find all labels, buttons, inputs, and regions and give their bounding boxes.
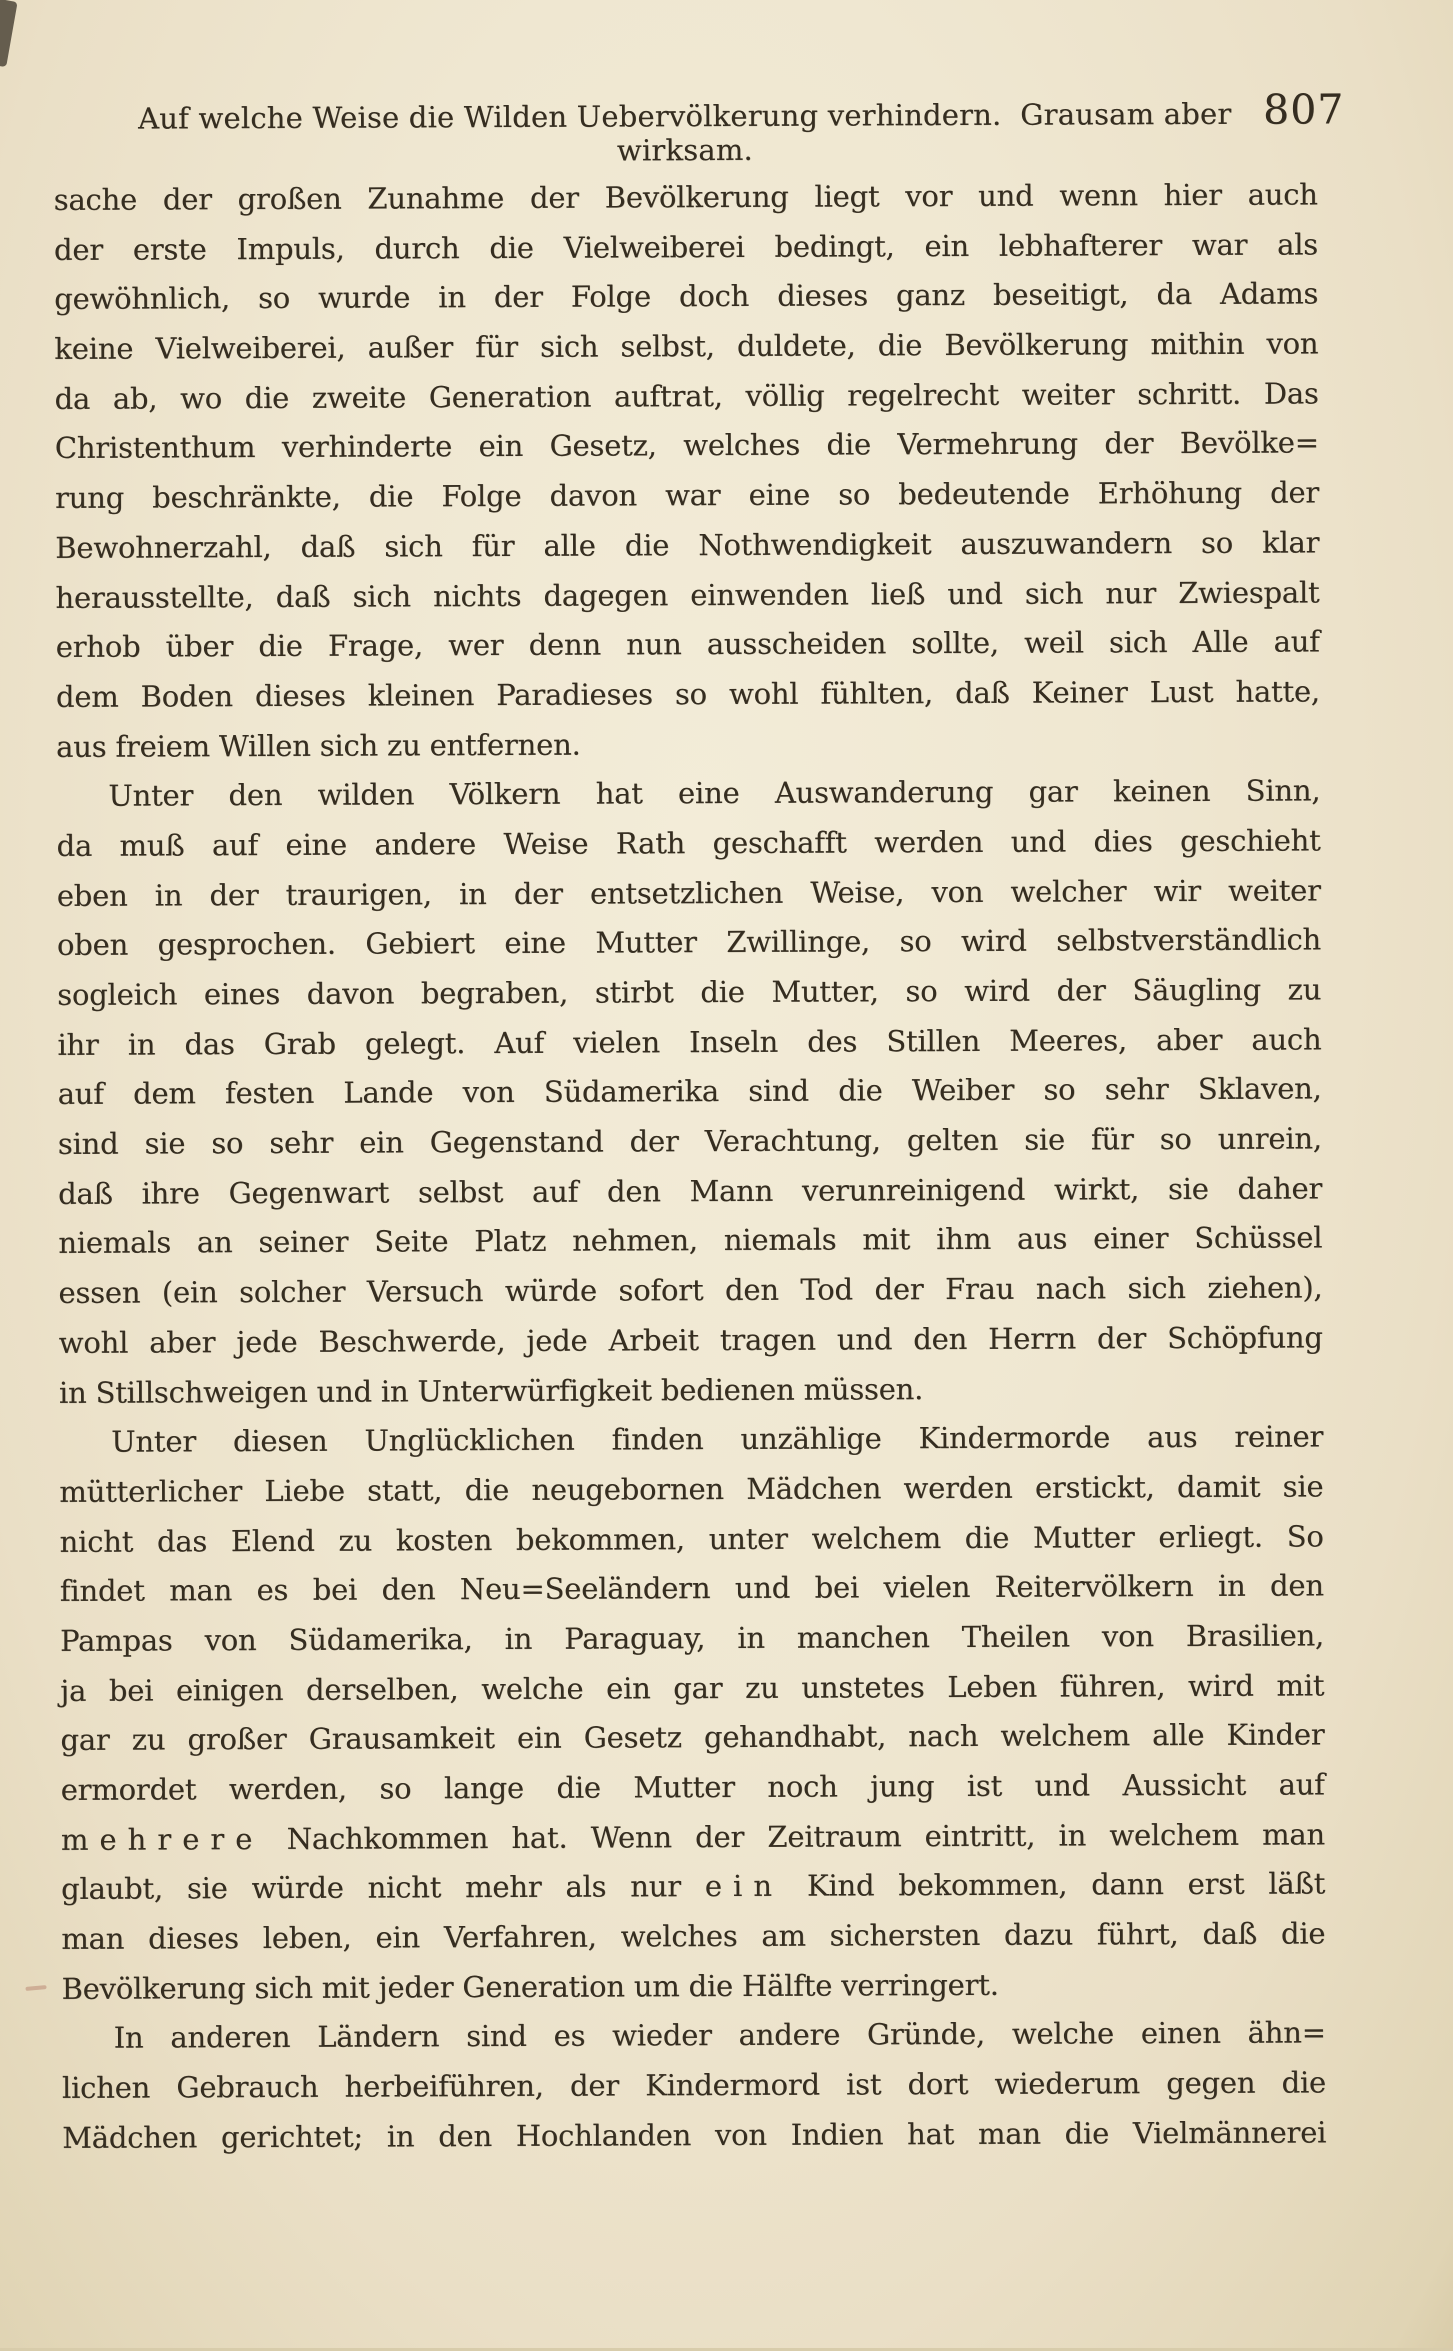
text-line: keine Vielweiberei, außer für sich selbst, duldete, die Bevölkerung mithin von xyxy=(54,326,1319,366)
text-line: aus freiem Willen sich zu entfernen. xyxy=(56,727,581,764)
margin-pencil-mark xyxy=(25,1985,46,1991)
text-line: Unter diesen Unglücklichen finden unzählige Kindermorde aus reiner xyxy=(111,1419,1324,1459)
text-line: gar zu großer Grausamkeit ein Gesetz gehandhabt, nach welchem alle Kinder xyxy=(60,1717,1325,1758)
text-line: wohl aber jede Beschwerde, jede Arbeit tragen und den Herrn der Schöpfung xyxy=(58,1320,1323,1360)
text-line: dem Boden dieses kleinen Paradieses so wohl fühlten, daß Keiner Lust hatte, xyxy=(55,674,1320,714)
text-line: findet man es bei den Neu=Seeländern und bei vielen Reitervölkern in den xyxy=(59,1568,1324,1609)
text-line: rung beschränkte, die Folge davon war eine so bedeutende Erhöhung der xyxy=(54,475,1320,516)
running-header xyxy=(122,85,1344,169)
text-line: glaubt, sie würde nicht mehr als nur ein Kind bekommen, dann erst läßt xyxy=(61,1866,1326,1907)
running-header-title: Auf welche Weise die Wilden Uebervölkerung verhindern. Grausam aber wirksam. xyxy=(138,96,1241,168)
text-line: da muß auf eine andere Weise Rath geschafft werden und dies geschieht xyxy=(56,823,1321,863)
text-line: daß ihre Gegenwart selbst auf den Mann verunreinigend wirkt, sie daher xyxy=(58,1171,1323,1211)
text-line: essen (ein solcher Versuch würde sofort den Tod der Frau nach sich ziehen), xyxy=(58,1270,1323,1311)
text-line: Pampas von Südamerika, in Paraguay, in manchen Theilen von Brasilien, xyxy=(59,1618,1325,1658)
text-line: Bevölkerung sich mit jeder Generation um die Hälfte verringert. xyxy=(61,1959,1325,2014)
text-line: der erste Impuls, durch die Vielweiberei bedingt, ein lebhafterer war als xyxy=(53,227,1319,267)
text-line: Christenthum verhinderte ein Gesetz, welches die Vermehrung der Bevölke= xyxy=(54,425,1319,466)
text-line: da ab, wo die zweite Generation auftrat, völlig regelrecht weiter schritt. Das xyxy=(54,376,1319,416)
text-line: gewöhnlich, so wurde in der Folge doch dieses ganz beseitigt, da Adams xyxy=(54,276,1319,317)
emphasized-word: ein xyxy=(704,1869,784,1904)
text-line: erhob über die Frage, wer denn nun ausscheiden sollte, weil sich Alle auf xyxy=(55,624,1320,665)
text-line: Bewohnerzahl, daß sich für alle die Nothwendigkeit auszuwandern so klar xyxy=(55,525,1320,565)
page-number: 807 xyxy=(1262,85,1345,134)
emphasized-word: mehrere xyxy=(60,1821,264,1857)
text-line: sind sie so sehr ein Gegenstand der Verachtung, gelten sie für so unrein, xyxy=(57,1121,1322,1161)
text-line: herausstellte, daß sich nichts dagegen einwenden ließ und sich nur Zwiespalt xyxy=(55,574,1320,615)
text-line: ja bei einigen derselben, welche ein gar zu unstetes Leben führen, wird mit xyxy=(60,1668,1325,1708)
text-line: man dieses leben, ein Verfahren, welches am sichersten dazu führt, daß die xyxy=(61,1916,1326,1956)
text-line: in Stillschweigen und in Unterwürfigkeit bedienen müssen. xyxy=(58,1371,924,1410)
text-line: nicht das Elend zu kosten bekommen, unter welchem die Mutter erliegt. So xyxy=(59,1518,1324,1559)
text-line: ermordet werden, so lange die Mutter noch jung ist und Aussicht auf xyxy=(60,1767,1325,1807)
text-line: mütterlicher Liebe statt, die neugebornen Mädchen werden erstickt, damit sie xyxy=(59,1469,1324,1509)
text-block xyxy=(54,170,1327,2163)
text-line: ihr in das Grab gelegt. Auf vielen Inseln des Stillen Meeres, aber auch xyxy=(57,1022,1322,1062)
text-line: Unter den wilden Völkern hat eine Auswanderung gar keinen Sinn, xyxy=(108,773,1321,813)
text-line: sache der großen Zunahme der Bevölkerung liegt vor und wenn hier auch xyxy=(53,177,1318,217)
text-line: lichen Gebrauch herbeiführen, der Kindermord ist dort wiederum gegen die xyxy=(61,2065,1327,2106)
text-line: auf dem festen Lande von Südamerika sind die Weiber so sehr Sklaven, xyxy=(57,1071,1322,1112)
text-line: niemals an seiner Seite Platz nehmen, niemals mit ihm aus einer Schüssel xyxy=(58,1220,1323,1261)
text-line: Mädchen gerichtet; in den Hochlanden von Indien hat man die Vielmännerei xyxy=(62,2115,1327,2155)
text-line: sogleich eines davon begraben, stirbt die Mutter, so wird der Säugling zu xyxy=(57,972,1322,1012)
text-line: oben gesprochen. Gebiert eine Mutter Zwillinge, so wird selbstverständlich xyxy=(56,922,1322,963)
text-line: In anderen Ländern sind es wieder andere Gründe, welche einen ähn= xyxy=(113,2015,1326,2056)
text-line: eben in der traurigen, in der entsetzlichen Weise, von welcher wir weiter xyxy=(56,873,1321,913)
text-line: mehrere Nachkommen hat. Wenn der Zeitraum eintritt, in welchem man xyxy=(60,1817,1325,1857)
